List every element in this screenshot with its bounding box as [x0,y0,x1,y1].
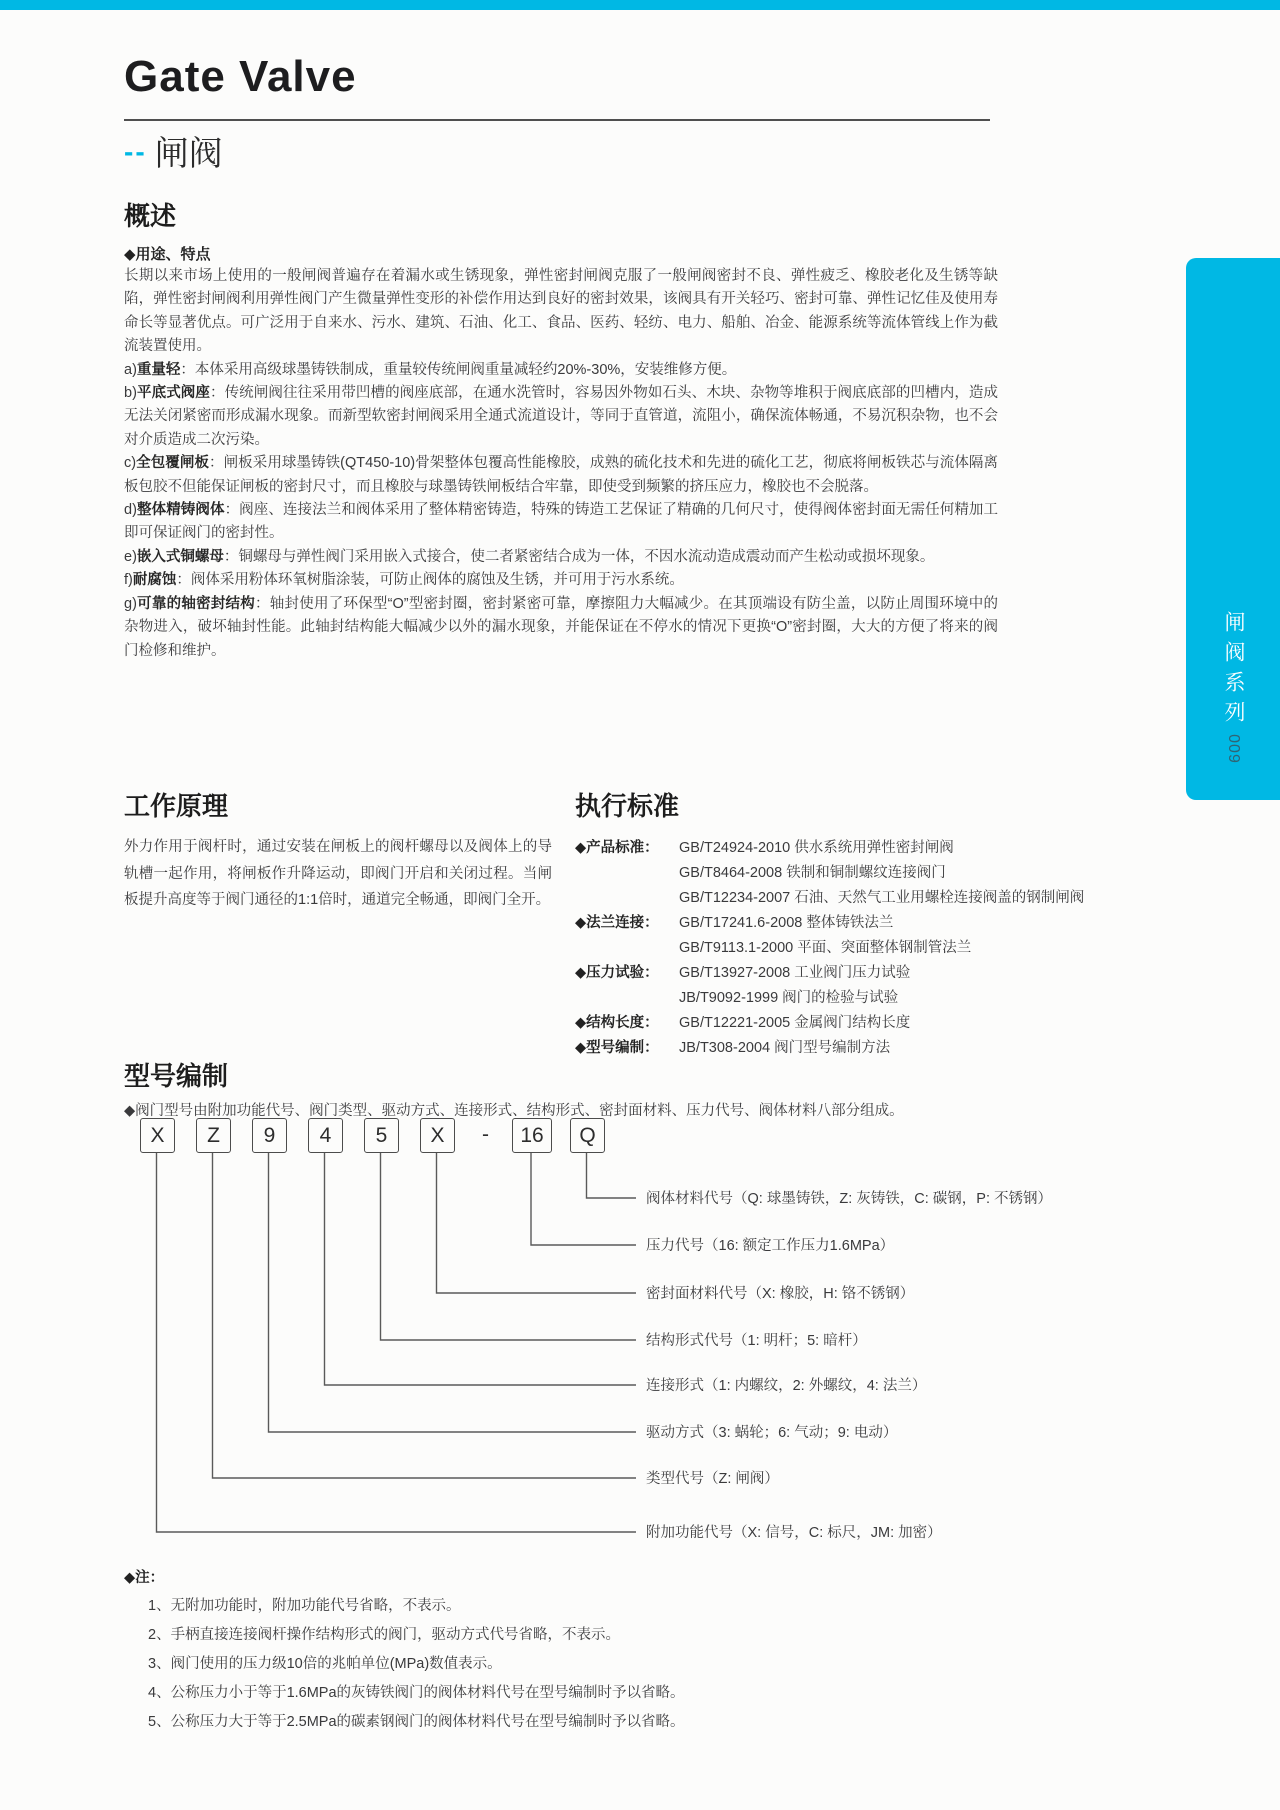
page-number: 009 [1225,734,1242,764]
code-label-body-material: 阀体材料代号（Q: 球墨铸铁，Z: 灰铸铁，C: 碳钢，P: 不锈钢） [646,1191,1053,1207]
overview-body [124,265,998,663]
standards-entry-pressure-test: ◆压力试验： GB/T13927-2008 工业阀门压力试验 JB/T9092-1999 阀门的检验与试验 [575,965,911,1006]
overview-item-f: f)耐腐蚀：阀体采用粉体环氧树脂涂装，可防止阀体的腐蚀及生锈，并可用于污水系统。 [124,572,684,589]
standards-entry-flange: ◆法兰连接： GB/T17241.6-2008 整体铸铁法兰 GB/T9113.1-2000 平面、突面整体钢制管法兰 [575,915,972,956]
code-box-additional-function: X [140,1118,175,1153]
overview-intro: 长期以来市场上使用的一般闸阀普遍存在着漏水或生锈现象，弹性密封闸阀克服了一般闸阀密封不良、弹性疲乏、橡胶老化及生锈等缺陷，弹性密封闸阀利用弹性阀门产生微量弹性变形的补偿作用达到良好的密封效果，该阀具有开关轻巧、密封可靠、弹性记忆佳及使用寿命长等显著优点。可广泛用于自来水、污水、建筑、石油、化工、食品、医药、轻纺、电力、船舶、冶金、能源系统等流体管线上作为截流装置使用。 [124,268,998,355]
notes-section [124,1566,1024,1737]
note-3: 3、阀门使用的压力级10倍的兆帕单位(MPa)数值表示。 [148,1656,502,1672]
working-principle-body: 外力作用于阀杆时，通过安装在闸板上的阀杆螺母以及阀体上的导轨槽一起作用，将闸板作升降运动，即阀门开启和关闭过程。当闸板提升高度等于阀门通径的1:1倍时，通道完全畅通，即阀门全开。 [124,839,552,908]
overview-item-a: a)重量轻：本体采用高级球墨铸铁制成，重量较传统闸阀重量减轻约20%-30%，安装维修方便。 [124,361,737,378]
note-5: 5、公称压力大于等于2.5MPa的碳素钢阀门的阀体材料代号在型号编制时予以省略。 [148,1714,685,1730]
code-label-seal-material: 密封面材料代号（X: 橡胶，H: 铬不锈钢） [646,1286,915,1302]
code-label-structure-form: 结构形式代号（1: 明杆；5: 暗杆） [646,1333,867,1349]
overview-item-c: c)全包覆闸板：闸板采用球墨铸铁(QT450-10)骨架整体包覆高性能橡胶，成熟的硫化技术和先进的硫化工艺，彻底将闸板铁芯与流体隔离板包胶不但能保证闸板的密封尺寸，而且橡胶与球墨铸铁闸板结合牢靠，即使受到频繁的挤压应力，橡胶也不会脱落。 [124,455,998,495]
top-accent-strip [0,0,1280,10]
code-dash-separator: - [482,1123,489,1146]
notes-heading: ◆注： [124,1570,165,1586]
code-label-connection-form: 连接形式（1: 内螺纹，2: 外螺纹，4: 法兰） [646,1378,927,1394]
note-2: 2、手柄直接连接阀杆操作结构形式的阀门，驱动方式代号省略，不表示。 [148,1627,621,1643]
code-box-body-material: Q [570,1118,605,1153]
note-1: 1、无附加功能时，附加功能代号省略，不表示。 [148,1598,461,1614]
code-label-drive-mode: 驱动方式（3: 蜗轮；6: 气动；9: 电动） [646,1425,898,1441]
code-box-structure-form: 5 [364,1118,399,1153]
standards-list [575,836,1175,1061]
standards-entry-product: ◆产品标准： GB/T24924-2010 供水系统用弹性密封闸阀 GB/T8464-2008 铁制和铜制螺纹连接阀门 GB/T12234-2007 石油、天然气工业用螺栓连接阀盖的钢制闸阀 [575,840,1085,906]
code-label-pressure: 压力代号（16: 额定工作压力1.6MPa） [646,1238,895,1254]
standards-heading: 执行标准 [575,791,680,821]
model-coding-intro: ◆阀门型号由附加功能代号、阀门类型、驱动方式、连接形式、结构形式、密封面材料、压力代号、阀体材料八部分组成。 [124,1103,904,1119]
model-coding-heading: 型号编制 [124,1061,229,1091]
page-title-english: Gate Valve [124,52,357,101]
code-box-seal-material: X [420,1118,455,1153]
standards-entry-structure-length: ◆结构长度： GB/T12221-2005 金属阀门结构长度 [575,1015,911,1031]
page-title-chinese-text: 闸阀 [154,135,223,173]
model-code-diagram [124,1112,1074,1557]
code-box-connection-form: 4 [308,1118,343,1153]
working-principle-heading: 工作原理 [124,791,229,821]
standards-entry-model-coding: ◆型号编制： JB/T308-2004 阀门型号编制方法 [575,1040,891,1056]
series-tab-label: 闸阀系列 [1222,611,1245,731]
code-label-additional-function: 附加功能代号（X: 信号，C: 标尺，JM: 加密） [646,1525,942,1541]
code-box-pressure: 16 [512,1118,552,1153]
code-box-drive-mode: 9 [252,1118,287,1153]
overview-item-d: d)整体精铸阀体：阀座、连接法兰和阀体采用了整体精密铸造，特殊的铸造工艺保证了精确的几何尺寸，使得阀体密封面无需任何精加工即可保证阀门的密封性。 [124,502,999,542]
page-title-chinese [124,126,223,175]
model-code-connector-lines [124,1112,1074,1557]
title-divider [124,119,990,121]
code-box-valve-type: Z [196,1118,231,1153]
overview-heading: 概述 [124,201,177,231]
overview-item-e: e)嵌入式铜螺母：铜螺母与弹性阀门采用嵌入式接合，使二者紧密结合成为一体，不因水流动造成震动而产生松动或损坏现象。 [124,548,935,565]
overview-item-b: b)平底式阀座：传统闸阀往往采用带凹槽的阀座底部，在通水洗管时，容易因外物如石头、木块、杂物等堆积于阀底底部的凹槽内，造成无法关闭紧密而形成漏水现象。而新型软密封闸阀采用全通式流道设计，等同于直管道，流阻小，确保流体畅通，不易沉积杂物，也不会对介质造成二次污染。 [124,385,999,448]
title-dash-icon: -- [124,136,147,167]
series-tab [1186,258,1280,800]
note-4: 4、公称压力小于等于1.6MPa的灰铸铁阀门的阀体材料代号在型号编制时予以省略。 [148,1685,685,1701]
overview-subheading: ◆用途、特点 [124,246,211,263]
code-label-valve-type: 类型代号（Z: 闸阀） [646,1471,779,1487]
overview-item-g: g)可靠的轴密封结构：轴封使用了环保型“O”型密封圈，密封紧密可靠，摩擦阻力大幅减少。在其顶端设有防尘盖，以防止周围环境中的杂物进入，破坏轴封性能。此轴封结构能大幅减少以外的漏水现象，并能保证在不停水的情况下更换“O”密封圈，大大的方便了将来的阀门检修和维护。 [124,595,998,659]
